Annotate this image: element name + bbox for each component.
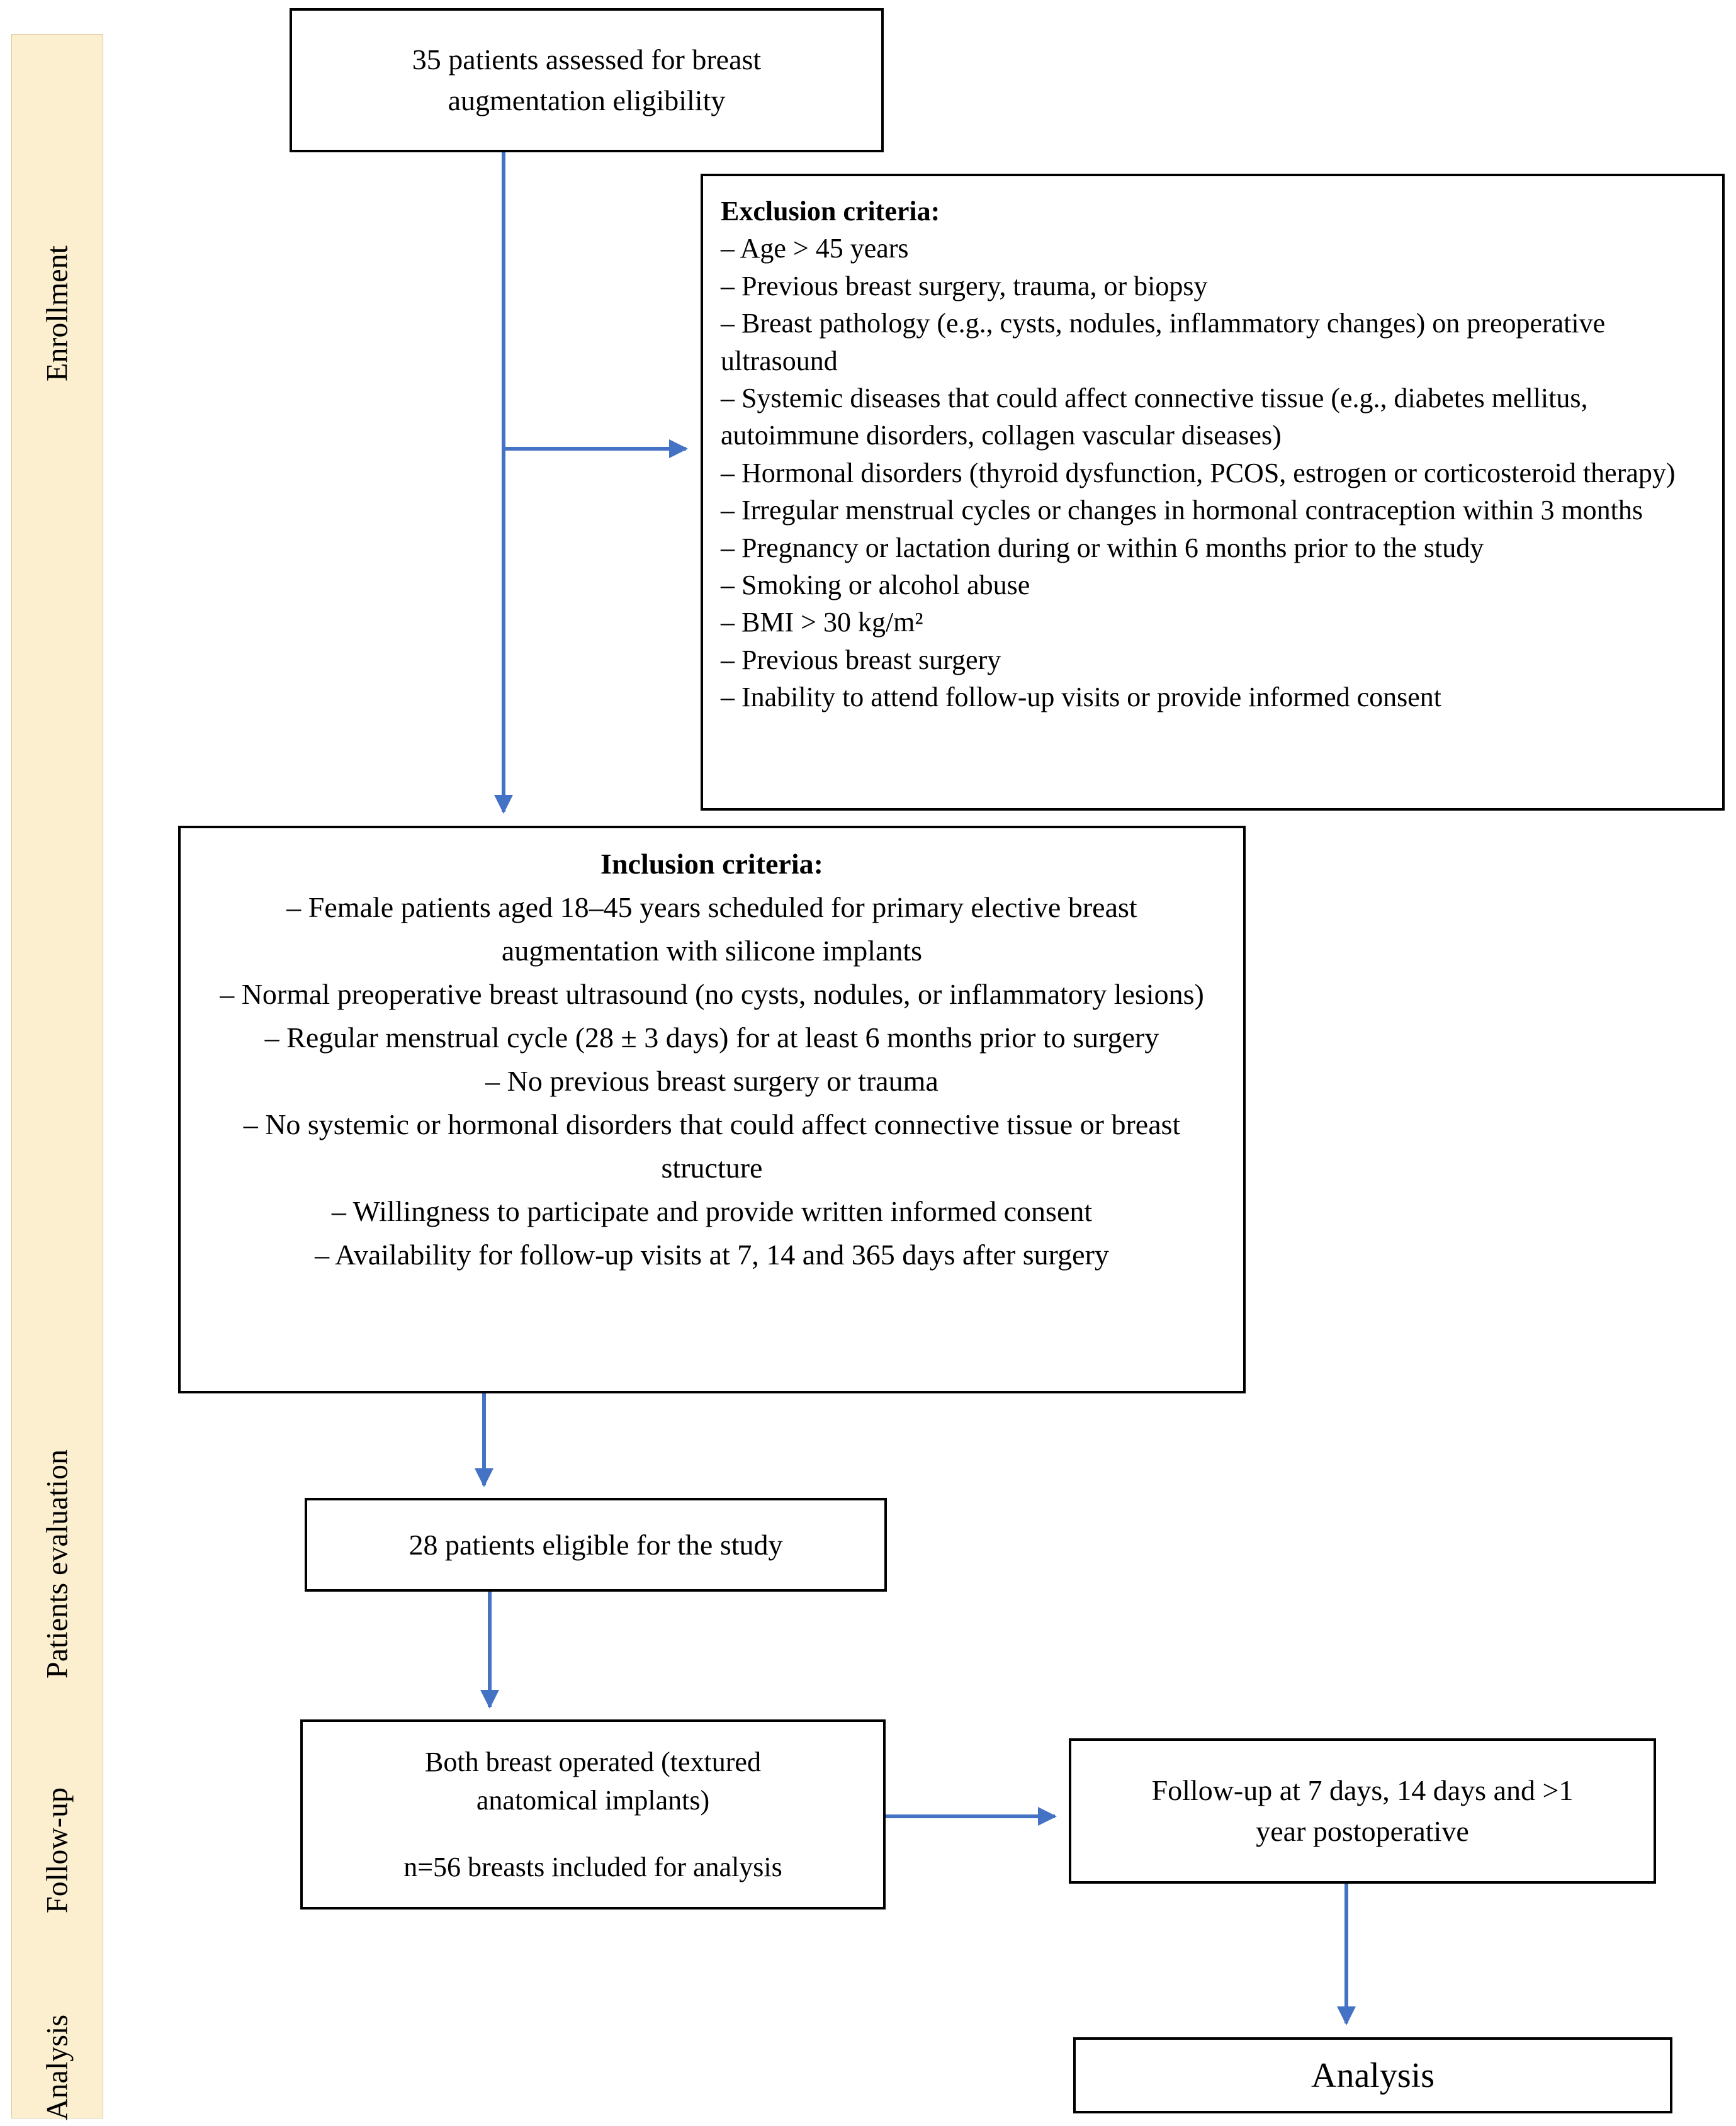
inclusion-item: – Regular menstrual cycle (28 ± 3 days) for at least 6 months prior to surgery (264, 1021, 1159, 1054)
phase-label-analysis: Analysis (40, 2015, 74, 2120)
followup-text: Follow-up at 7 days, 14 days and >1 year postoperative (1151, 1774, 1574, 1847)
exclusion-item: – Inability to attend follow-up visits or provide informed consent (721, 682, 1442, 713)
exclusion-item: – Previous breast surgery, trauma, or biopsy (721, 270, 1208, 301)
inclusion-item: – Willingness to participate and provide written informed consent (331, 1195, 1093, 1227)
inclusion-item: – No systemic or hormonal disorders that could affect connective tissue or breast structure (243, 1108, 1181, 1184)
exclusion-title: Exclusion criteria: (721, 196, 940, 227)
exclusion-item: – Hormonal disorders (thyroid dysfunction, PCOS, estrogen or corticosteroid therapy) (721, 457, 1676, 488)
operated-count-text: n=56 breasts included for analysis (403, 1851, 782, 1882)
phase-label-follow-up: Follow-up (40, 1787, 74, 1914)
exclusion-item: – BMI > 30 kg/m² (721, 607, 923, 638)
eligible-text: 28 patients eligible for the study (409, 1529, 783, 1561)
phase-label-patients-evaluation: Patients evaluation (40, 1449, 74, 1679)
exclusion-item: – Systemic diseases that could affect connective tissue (e.g., diabetes mellitus, autoimmune disorders, collagen vascular diseases) (721, 382, 1588, 451)
eligible-box (305, 1498, 887, 1592)
analysis-text: Analysis (1311, 2056, 1434, 2095)
inclusion-item: – Availability for follow-up visits at 7, 14 and 365 days after surgery (315, 1239, 1109, 1271)
exclusion-criteria-box (701, 174, 1725, 811)
inclusion-item: – Female patients aged 18–45 years scheduled for primary elective breast augmentation with silicone implants (286, 891, 1137, 967)
phase-sidebar (11, 34, 103, 2118)
followup-box (1069, 1738, 1656, 1884)
inclusion-criteria-box (178, 826, 1246, 1393)
phase-label-enrollment: Enrollment (40, 245, 74, 381)
operated-text: Both breast operated (textured anatomical implants) (425, 1746, 761, 1816)
exclusion-item: – Pregnancy or lactation during or within 6 months prior to the study (721, 532, 1484, 563)
exclusion-item: – Age > 45 years (721, 233, 909, 264)
assessed-box (290, 8, 884, 152)
exclusion-item: – Smoking or alcohol abuse (721, 569, 1030, 600)
inclusion-item: – No previous breast surgery or trauma (485, 1065, 938, 1097)
exclusion-item: – Previous breast surgery (721, 644, 1001, 675)
inclusion-title: Inclusion criteria: (600, 848, 823, 880)
operated-box (300, 1719, 886, 1909)
assessed-text: 35 patients assessed for breast augmentation eligibility (412, 43, 762, 116)
analysis-box (1073, 2037, 1672, 2113)
exclusion-item: – Breast pathology (e.g., cysts, nodules, inflammatory changes) on preoperative ultrasound (721, 308, 1606, 376)
inclusion-item: – Normal preoperative breast ultrasound (no cysts, nodules, or inflammatory lesions) (220, 978, 1204, 1010)
exclusion-item: – Irregular menstrual cycles or changes in hormonal contraception within 3 months (721, 495, 1643, 526)
